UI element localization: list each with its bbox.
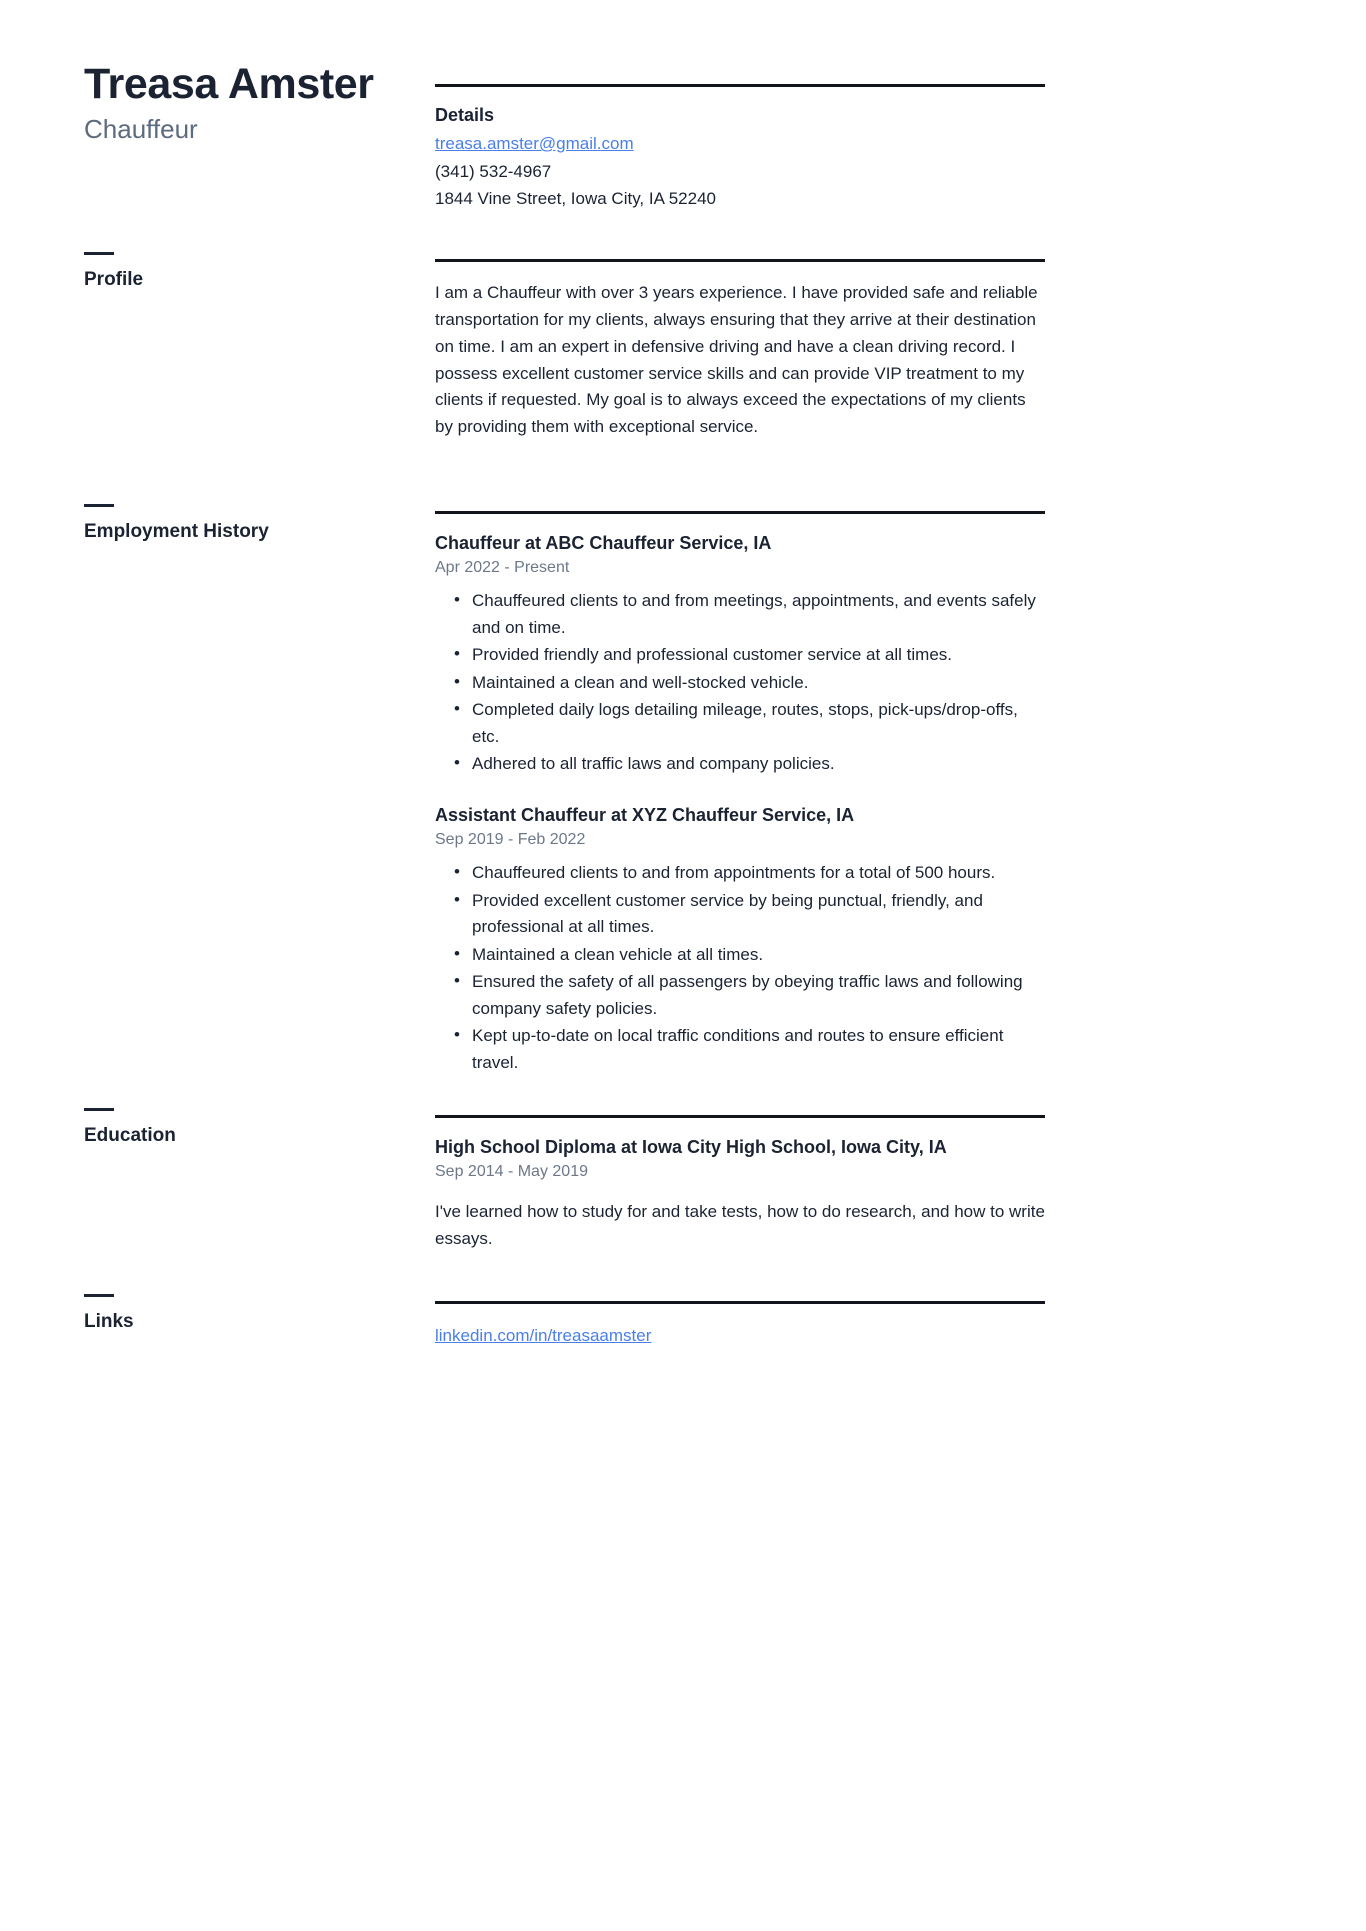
list-item: • Maintained a clean and well-stocked vehicle. bbox=[472, 670, 1045, 697]
section-dash-profile bbox=[84, 252, 114, 255]
section-label-profile: Profile bbox=[84, 269, 144, 290]
education-entry-title: High School Diploma at Iowa City High School, Iowa City, IA bbox=[435, 1137, 947, 1157]
list-item: • Maintained a clean vehicle at all times. bbox=[472, 942, 1045, 969]
employment-entry-title: Assistant Chauffeur at XYZ Chauffeur Service, IA bbox=[435, 804, 855, 825]
link-row bbox=[435, 1322, 1045, 1350]
employment-entry-date: Apr 2022 - Present bbox=[435, 559, 570, 577]
section-label-links: Links bbox=[84, 1311, 134, 1332]
employment-entry-bullets bbox=[435, 860, 1045, 1076]
job-subtitle: Chauffeur bbox=[84, 114, 198, 145]
list-item: • Chauffeured clients to and from appointments for a total of 500 hours. bbox=[472, 860, 1045, 887]
employment-entry bbox=[435, 532, 1045, 778]
section-divider-profile bbox=[435, 259, 1045, 262]
profile-section bbox=[435, 259, 1045, 441]
phone-value: (341) 532-4967 bbox=[435, 161, 552, 181]
education-entry bbox=[435, 1136, 1045, 1252]
email-link-wrapper bbox=[435, 130, 1045, 158]
page-title: Treasa Amster bbox=[84, 60, 374, 108]
employment-entry bbox=[435, 804, 1045, 1076]
employment-entry-date: Sep 2019 - Feb 2022 bbox=[435, 831, 586, 849]
list-item: • Ensured the safety of all passengers by obeying traffic laws and following company safety policies. bbox=[472, 969, 1045, 1022]
employment-section bbox=[435, 511, 1045, 1077]
email-link[interactable]: treasa.amster@gmail.com bbox=[435, 134, 634, 153]
employment-entry-title: Chauffeur at ABC Chauffeur Service, IA bbox=[435, 533, 772, 553]
employment-entry-bullets bbox=[435, 588, 1045, 778]
education-entry-date: Sep 2014 - May 2019 bbox=[435, 1163, 588, 1181]
links-section bbox=[435, 1301, 1045, 1350]
profile-text: I am a Chauffeur with over 3 years experience. I have provided safe and reliable transportation for my clients, always ensuring that they arrive at their destination on time. I am an expert in defensive driving and have a clean driving record. I possess excellent customer service skills and can provide VIP treatment to my clients if requested. My goal is to always exceed the expectations of my clients by providing them with exceptional service. bbox=[435, 283, 1038, 437]
profile-sidebar-label-group bbox=[84, 252, 414, 292]
list-item: • Adhered to all traffic laws and company policies. bbox=[472, 751, 1045, 778]
education-sidebar-label-group bbox=[84, 1108, 414, 1148]
section-dash-employment bbox=[84, 504, 114, 507]
linkedin-link[interactable]: linkedin.com/in/treasaamster bbox=[435, 1326, 652, 1345]
education-section bbox=[435, 1115, 1045, 1252]
resume-header bbox=[84, 62, 444, 144]
employment-sidebar-label-group bbox=[84, 504, 414, 544]
address-value: 1844 Vine Street, Iowa City, IA 52240 bbox=[435, 189, 716, 209]
section-label-education: Education bbox=[84, 1125, 176, 1146]
list-item: • Provided friendly and professional customer service at all times. bbox=[472, 642, 1045, 669]
section-divider-employment bbox=[435, 511, 1045, 514]
section-label-employment: Employment History bbox=[84, 521, 269, 542]
list-item: • Completed daily logs detailing mileage, routes, stops, pick-ups/drop-offs, etc. bbox=[472, 697, 1045, 750]
section-divider-links bbox=[435, 1301, 1045, 1304]
list-item: • Chauffeured clients to and from meetings, appointments, and events safely and on time. bbox=[472, 588, 1045, 641]
section-divider-details bbox=[435, 84, 1045, 87]
section-dash-education bbox=[84, 1108, 114, 1111]
section-dash-links bbox=[84, 1294, 114, 1297]
list-item: • Kept up-to-date on local traffic conditions and routes to ensure efficient travel. bbox=[472, 1023, 1045, 1076]
links-sidebar-label-group bbox=[84, 1294, 414, 1334]
education-entry-description: I've learned how to study for and take tests, how to do research, and how to write essays. bbox=[435, 1202, 1045, 1248]
details-section bbox=[435, 84, 1045, 213]
list-item: • Provided excellent customer service by being punctual, friendly, and professional at all times. bbox=[472, 888, 1045, 941]
section-divider-education bbox=[435, 1115, 1045, 1118]
details-heading: Details bbox=[435, 105, 495, 125]
